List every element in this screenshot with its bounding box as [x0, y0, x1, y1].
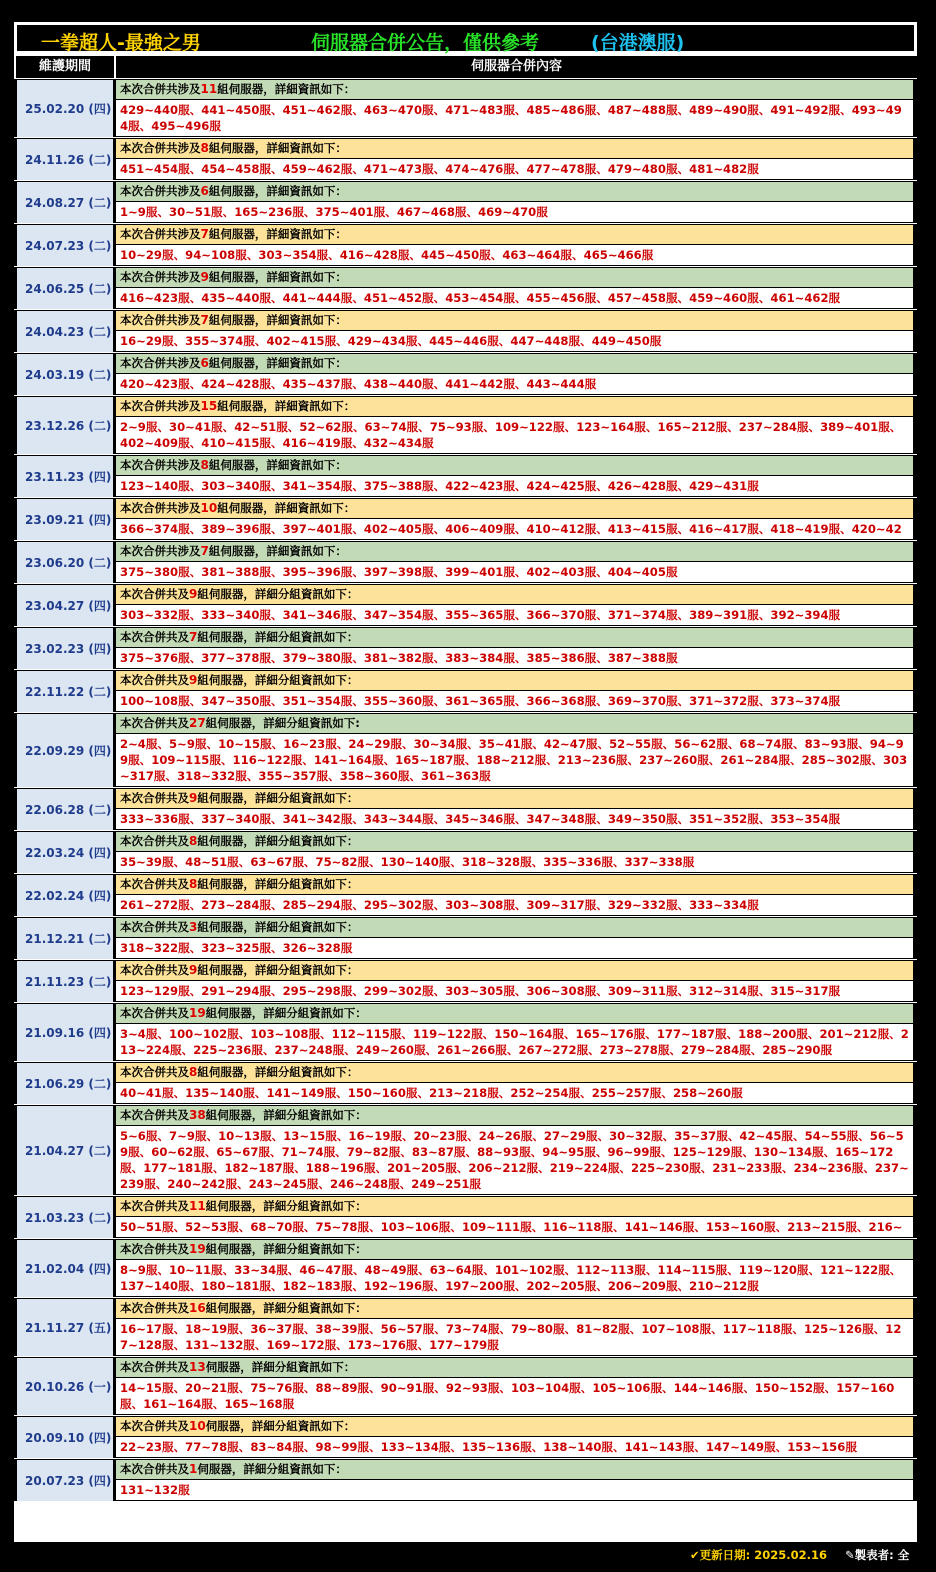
server-list: 2~4服、5~9服、10~15服、16~23服、24~29服、30~34服、35~41服、42~47服、52~55服、56~62服、68~74服、83~93服、94~99服、109~115服、116~122服、141~164服、165~187服、188~212服、213~236服、237~260服、261~284服、285~302服、303~317服、318~332服、355~357服、358~360服、361~363服	[116, 734, 913, 786]
maintenance-date: 23.09.21 (四)	[17, 499, 113, 540]
group-count: 8	[189, 877, 198, 891]
merge-summary	[116, 832, 913, 851]
server-list: 10~29服、94~108服、303~354服、416~428服、445~450服、463~464服、465~466服	[116, 245, 913, 265]
summary-prefix: 本次合併共及	[120, 1065, 189, 1079]
merge-row	[14, 627, 917, 669]
merge-summary	[116, 918, 913, 937]
merge-summary	[116, 1004, 913, 1023]
merge-summary	[116, 628, 913, 647]
summary-suffix: 組伺服器，詳細分組資訊如下:	[205, 716, 360, 730]
summary-suffix: 組伺服器，詳細分組資訊如下：	[197, 673, 359, 687]
summary-suffix: 組伺服器，詳細分組資訊如下：	[197, 920, 359, 934]
group-count: 9	[189, 963, 198, 977]
merge-row	[14, 874, 917, 916]
summary-suffix: 組伺服器，詳細分組資訊如下：	[197, 587, 359, 601]
maintenance-date: 23.02.23 (四)	[17, 628, 113, 669]
group-count: 13	[189, 1360, 206, 1374]
merge-summary	[116, 789, 913, 808]
summary-suffix: 伺服器，詳細分組資訊如下：	[197, 1462, 347, 1476]
summary-suffix: 組伺服器，詳細資訊如下：	[208, 544, 347, 558]
merge-row	[14, 353, 917, 395]
summary-prefix: 本次合併共及	[120, 1242, 189, 1256]
summary-suffix: 組伺服器，詳細資訊如下：	[208, 141, 347, 155]
merge-row	[14, 224, 917, 266]
summary-prefix: 本次合併共涉及	[120, 399, 201, 413]
merge-summary	[116, 1460, 913, 1479]
merge-row	[14, 498, 917, 540]
maintenance-date: 23.11.23 (四)	[17, 456, 113, 497]
summary-prefix: 本次合併共及	[120, 587, 189, 601]
maintenance-date: 23.06.20 (二)	[17, 542, 113, 583]
merge-summary	[116, 1417, 913, 1436]
merge-summary	[116, 397, 913, 416]
group-count: 10	[189, 1419, 206, 1433]
summary-prefix: 本次合併共及	[120, 1199, 189, 1213]
server-list: 14~15服、20~21服、75~76服、88~89服、90~91服、92~93服、103~104服、105~106服、144~146服、150~152服、157~160服、161~164服、165~168服	[116, 1378, 913, 1414]
summary-suffix: 組伺服器，詳細資訊如下：	[208, 313, 347, 327]
server-list: 429~440服、441~450服、451~462服、463~470服、471~483服、485~486服、487~488服、489~490服、491~492服、493~494服、495~496服	[116, 100, 913, 136]
summary-prefix: 本次合併共涉及	[120, 82, 201, 96]
group-count: 6	[200, 356, 209, 370]
summary-prefix: 本次合併共及	[120, 834, 189, 848]
summary-suffix: 組伺服器，詳細分組資訊如下：	[205, 1006, 367, 1020]
merge-row	[14, 79, 917, 137]
summary-suffix: 伺服器，詳細分組資訊如下：	[205, 1419, 356, 1433]
summary-prefix: 本次合併共及	[120, 1108, 189, 1122]
maintenance-date: 22.11.22 (二)	[17, 671, 113, 712]
summary-prefix: 本次合併共及	[120, 1462, 189, 1476]
maker: ✎製表者: 全	[845, 1548, 910, 1562]
summary-prefix: 本次合併共及	[120, 920, 189, 934]
summary-suffix: 組伺服器，詳細資訊如下：	[208, 458, 347, 472]
merge-summary	[116, 225, 913, 244]
server-list: 366~374服、389~396服、397~401服、402~405服、406~409服、410~412服、413~415服、416~417服、418~419服、420~42	[116, 519, 913, 539]
summary-prefix: 本次合併共涉及	[120, 501, 201, 515]
merge-summary	[116, 875, 913, 894]
summary-prefix: 本次合併共涉及	[120, 458, 201, 472]
merge-row	[14, 788, 917, 830]
merge-row	[14, 310, 917, 352]
server-list: 22~23服、77~78服、83~84服、98~99服、133~134服、135~136服、138~140服、141~143服、147~149服、153~156服	[116, 1437, 913, 1457]
summary-suffix: 組伺服器，詳細分組資訊如下：	[205, 1199, 367, 1213]
merge-row	[14, 267, 917, 309]
server-list: 261~272服、273~284服、285~294服、295~302服、303~308服、309~317服、329~332服、333~334服	[116, 895, 913, 915]
group-count: 15	[200, 399, 218, 413]
summary-suffix: 伺服器，詳細分組資訊如下：	[205, 1360, 356, 1374]
summary-suffix: 組伺服器，詳細資訊如下：	[208, 270, 347, 284]
group-count: 7	[200, 313, 209, 327]
summary-prefix: 本次合併共涉及	[120, 184, 201, 198]
group-count: 9	[189, 791, 198, 805]
summary-suffix: 組伺服器，詳細分組資訊如下：	[197, 630, 359, 644]
server-list: 1~9服、30~51服、165~236服、375~401服、467~468服、469~470服	[116, 202, 913, 222]
merge-row	[14, 1239, 917, 1297]
server-list: 35~39服、48~51服、63~67服、75~82服、130~140服、318~328服、335~336服、337~338服	[116, 852, 913, 872]
summary-suffix: 組伺服器，詳細資訊如下：	[217, 82, 356, 96]
merge-summary	[116, 311, 913, 330]
server-list: 375~380服、381~388服、395~396服、397~398服、399~401服、402~403服、404~405服	[116, 562, 913, 582]
server-list: 123~129服、291~294服、295~298服、299~302服、303~305服、306~308服、309~311服、312~314服、315~317服	[116, 981, 913, 1001]
merge-row	[14, 455, 917, 497]
summary-prefix: 本次合併共涉及	[120, 227, 201, 241]
server-list: 375~376服、377~378服、379~380服、381~382服、383~384服、385~386服、387~388服	[116, 648, 913, 668]
server-list: 123~140服、303~340服、341~354服、375~388服、422~423服、424~425服、426~428服、429~431服	[116, 476, 913, 496]
group-count: 7	[200, 227, 209, 241]
group-count: 19	[189, 1006, 206, 1020]
server-list: 16~29服、355~374服、402~415服、429~434服、445~446服、447~448服、449~450服	[116, 331, 913, 351]
maintenance-date: 25.02.20 (四)	[17, 80, 113, 137]
group-count: 6	[200, 184, 209, 198]
merge-summary	[116, 1197, 913, 1216]
merge-row	[14, 1459, 917, 1501]
merge-row	[14, 1062, 917, 1104]
summary-suffix: 組伺服器，詳細分組資訊如下：	[197, 791, 359, 805]
maintenance-date: 21.11.23 (二)	[17, 961, 113, 1002]
maintenance-date: 22.09.29 (四)	[17, 714, 113, 787]
maintenance-date: 20.09.10 (四)	[17, 1417, 113, 1458]
merge-summary	[116, 1106, 913, 1125]
merge-row	[14, 1357, 917, 1415]
maintenance-date: 22.02.24 (四)	[17, 875, 113, 916]
merge-row	[14, 1298, 917, 1356]
summary-prefix: 本次合併共涉及	[120, 270, 201, 284]
server-list: 50~51服、52~53服、68~70服、75~78服、103~106服、109~111服、116~118服、141~146服、153~160服、213~215服、216~	[116, 1217, 913, 1237]
summary-suffix: 組伺服器，詳細分組資訊如下：	[205, 1301, 367, 1315]
group-count: 9	[189, 673, 198, 687]
summary-suffix: 組伺服器，詳細分組資訊如下：	[197, 963, 359, 977]
merge-row	[14, 1416, 917, 1458]
maintenance-date: 20.10.26 (一)	[17, 1358, 113, 1415]
server-list: 131~132服	[116, 1480, 913, 1500]
server-list: 2~9服、30~41服、42~51服、52~62服、63~74服、75~93服、109~122服、123~164服、165~212服、237~284服、389~401服、402~409服、410~415服、416~419服、432~434服	[116, 417, 913, 453]
merge-row	[14, 1105, 917, 1195]
merge-summary	[116, 456, 913, 475]
group-count: 19	[189, 1242, 206, 1256]
summary-prefix: 本次合併共及	[120, 716, 189, 730]
maintenance-date: 24.03.19 (二)	[17, 354, 113, 395]
maintenance-date: 24.07.23 (二)	[17, 225, 113, 266]
group-count: 8	[200, 458, 209, 472]
footer	[690, 1547, 930, 1565]
maintenance-date: 21.02.04 (四)	[17, 1240, 113, 1297]
maintenance-date: 24.04.23 (二)	[17, 311, 113, 352]
summary-prefix: 本次合併共及	[120, 630, 189, 644]
merge-summary	[116, 714, 913, 733]
game-title: 一拳超人-最強之男	[41, 32, 201, 54]
group-count: 9	[189, 587, 198, 601]
merge-summary	[116, 1358, 913, 1377]
summary-prefix: 本次合併共及	[120, 673, 189, 687]
maintenance-date: 23.12.26 (二)	[17, 397, 113, 454]
summary-prefix: 本次合併共及	[120, 877, 189, 891]
merge-row	[14, 1196, 917, 1238]
maintenance-date: 21.03.23 (二)	[17, 1197, 113, 1238]
maintenance-date: 22.03.24 (四)	[17, 832, 113, 873]
summary-prefix: 本次合併共及	[120, 963, 189, 977]
summary-prefix: 本次合併共及	[120, 1006, 189, 1020]
merge-summary	[116, 1063, 913, 1082]
group-count: 8	[189, 834, 198, 848]
maintenance-date: 21.11.27 (五)	[17, 1299, 113, 1356]
merge-row	[14, 138, 917, 180]
summary-suffix: 組伺服器，詳細資訊如下：	[208, 227, 347, 241]
server-list: 8~9服、10~11服、33~34服、46~47服、48~49服、63~64服、101~102服、112~113服、114~115服、119~120服、121~122服、137~140服、180~181服、182~183服、192~196服、197~200服、202~205服、206~209服、210~212服	[116, 1260, 913, 1296]
summary-suffix: 組伺服器，詳細分組資訊如下：	[197, 1065, 359, 1079]
maintenance-date: 24.08.27 (二)	[17, 182, 113, 223]
merge-summary	[116, 182, 913, 201]
server-list: 416~423服、435~440服、441~444服、451~452服、453~454服、455~456服、457~458服、459~460服、461~462服	[116, 288, 913, 308]
merge-notice-table	[14, 22, 917, 1542]
region-label: (台港澳服)	[591, 32, 685, 54]
summary-suffix: 組伺服器，詳細資訊如下：	[217, 399, 356, 413]
summary-suffix: 組伺服器，詳細分組資訊如下：	[205, 1242, 367, 1256]
merge-row	[14, 396, 917, 454]
merge-summary	[116, 671, 913, 690]
merge-summary	[116, 80, 913, 99]
maintenance-date: 21.09.16 (四)	[17, 1004, 113, 1061]
server-list: 333~336服、337~340服、341~342服、343~344服、345~346服、347~348服、349~350服、351~352服、353~354服	[116, 809, 913, 829]
merge-summary	[116, 499, 913, 518]
merge-summary	[116, 268, 913, 287]
summary-suffix: 組伺服器，詳細分組資訊如下：	[197, 877, 359, 891]
server-list: 40~41服、135~140服、141~149服、150~160服、213~218服、252~254服、255~257服、258~260服	[116, 1083, 913, 1103]
server-list: 16~17服、18~19服、36~37服、38~39服、56~57服、73~74服、79~80服、81~82服、107~108服、117~118服、125~126服、127~128服、131~132服、169~172服、173~176服、177~179服	[116, 1319, 913, 1355]
column-header-content: 伺服器合併內容	[114, 56, 917, 78]
summary-prefix: 本次合併共涉及	[120, 544, 201, 558]
summary-prefix: 本次合併共涉及	[120, 356, 201, 370]
merge-row	[14, 713, 917, 787]
group-count: 3	[189, 920, 198, 934]
maintenance-date: 21.04.27 (二)	[17, 1106, 113, 1195]
server-list: 318~322服、323~325服、326~328服	[116, 938, 913, 958]
group-count: 7	[200, 544, 209, 558]
maintenance-date: 23.04.27 (四)	[17, 585, 113, 626]
summary-suffix: 組伺服器，詳細資訊如下：	[208, 356, 347, 370]
merge-row	[14, 831, 917, 873]
group-count: 10	[200, 501, 218, 515]
merge-row	[14, 1003, 917, 1061]
maintenance-date: 20.07.23 (四)	[17, 1460, 113, 1501]
merge-summary	[116, 139, 913, 158]
merge-row	[14, 960, 917, 1002]
column-header	[14, 56, 917, 78]
merge-summary	[116, 1240, 913, 1259]
group-count: 7	[189, 630, 198, 644]
server-list: 420~423服、424~428服、435~437服、438~440服、441~442服、443~444服	[116, 374, 913, 394]
merge-row	[14, 670, 917, 712]
group-count: 8	[200, 141, 209, 155]
group-count: 8	[189, 1065, 198, 1079]
maintenance-date: 24.11.26 (二)	[17, 139, 113, 180]
merge-row	[14, 917, 917, 959]
summary-prefix: 本次合併共及	[120, 1419, 189, 1433]
summary-suffix: 組伺服器，詳細資訊如下：	[217, 501, 356, 515]
update-date: ✔更新日期: 2025.02.16	[690, 1548, 827, 1562]
maintenance-date: 22.06.28 (二)	[17, 789, 113, 830]
summary-suffix: 組伺服器，詳細分組資訊如下：	[205, 1108, 367, 1122]
maintenance-date: 21.06.29 (二)	[17, 1063, 113, 1104]
maintenance-date: 24.06.25 (二)	[17, 268, 113, 309]
column-header-date: 維護期間	[14, 56, 114, 78]
maintenance-date: 21.12.21 (二)	[17, 918, 113, 959]
summary-prefix: 本次合併共涉及	[120, 313, 201, 327]
group-count: 16	[189, 1301, 206, 1315]
server-list: 3~4服、100~102服、103~108服、112~115服、119~122服、150~164服、165~176服、177~187服、188~200服、201~212服、213~224服、225~236服、237~248服、249~260服、261~266服、267~272服、273~278服、279~284服、285~290服	[116, 1024, 913, 1060]
notice-title: 伺服器合併公告，僅供參考	[311, 32, 540, 54]
server-list: 100~108服、347~350服、351~354服、355~360服、361~365服、366~368服、369~370服、371~372服、373~374服	[116, 691, 913, 711]
summary-prefix: 本次合併共及	[120, 791, 189, 805]
group-count: 27	[189, 716, 206, 730]
group-count: 9	[200, 270, 209, 284]
merge-row	[14, 541, 917, 583]
merge-summary	[116, 585, 913, 604]
server-list: 5~6服、7~9服、10~13服、13~15服、16~19服、20~23服、24~26服、27~29服、30~32服、35~37服、42~45服、54~55服、56~59服、60~62服、65~67服、71~74服、79~82服、83~87服、88~93服、94~95服、96~99服、125~129服、130~134服、165~172服、177~181服、182~187服、188~196服、201~205服、206~212服、219~224服、225~230服、231~233服、234~236服、237~239服、240~242服、243~245服、246~248服、249~251服	[116, 1126, 913, 1194]
summary-prefix: 本次合併共及	[120, 1360, 189, 1374]
group-count: 11	[189, 1199, 206, 1213]
summary-suffix: 組伺服器，詳細分組資訊如下：	[197, 834, 359, 848]
group-count: 38	[189, 1108, 206, 1122]
group-count: 11	[200, 82, 218, 96]
summary-suffix: 組伺服器，詳細資訊如下：	[208, 184, 347, 198]
title-bar	[14, 22, 917, 54]
merge-summary	[116, 354, 913, 373]
merge-summary	[116, 961, 913, 980]
summary-prefix: 本次合併共及	[120, 1301, 189, 1315]
group-count: 1	[189, 1462, 198, 1476]
merge-row	[14, 181, 917, 223]
server-list: 303~332服、333~340服、341~346服、347~354服、355~365服、366~370服、371~374服、389~391服、392~394服	[116, 605, 913, 625]
merge-summary	[116, 1299, 913, 1318]
summary-prefix: 本次合併共涉及	[120, 141, 201, 155]
merge-row	[14, 584, 917, 626]
merge-summary	[116, 542, 913, 561]
server-list: 451~454服、454~458服、459~462服、471~473服、474~476服、477~478服、479~480服、481~482服	[116, 159, 913, 179]
